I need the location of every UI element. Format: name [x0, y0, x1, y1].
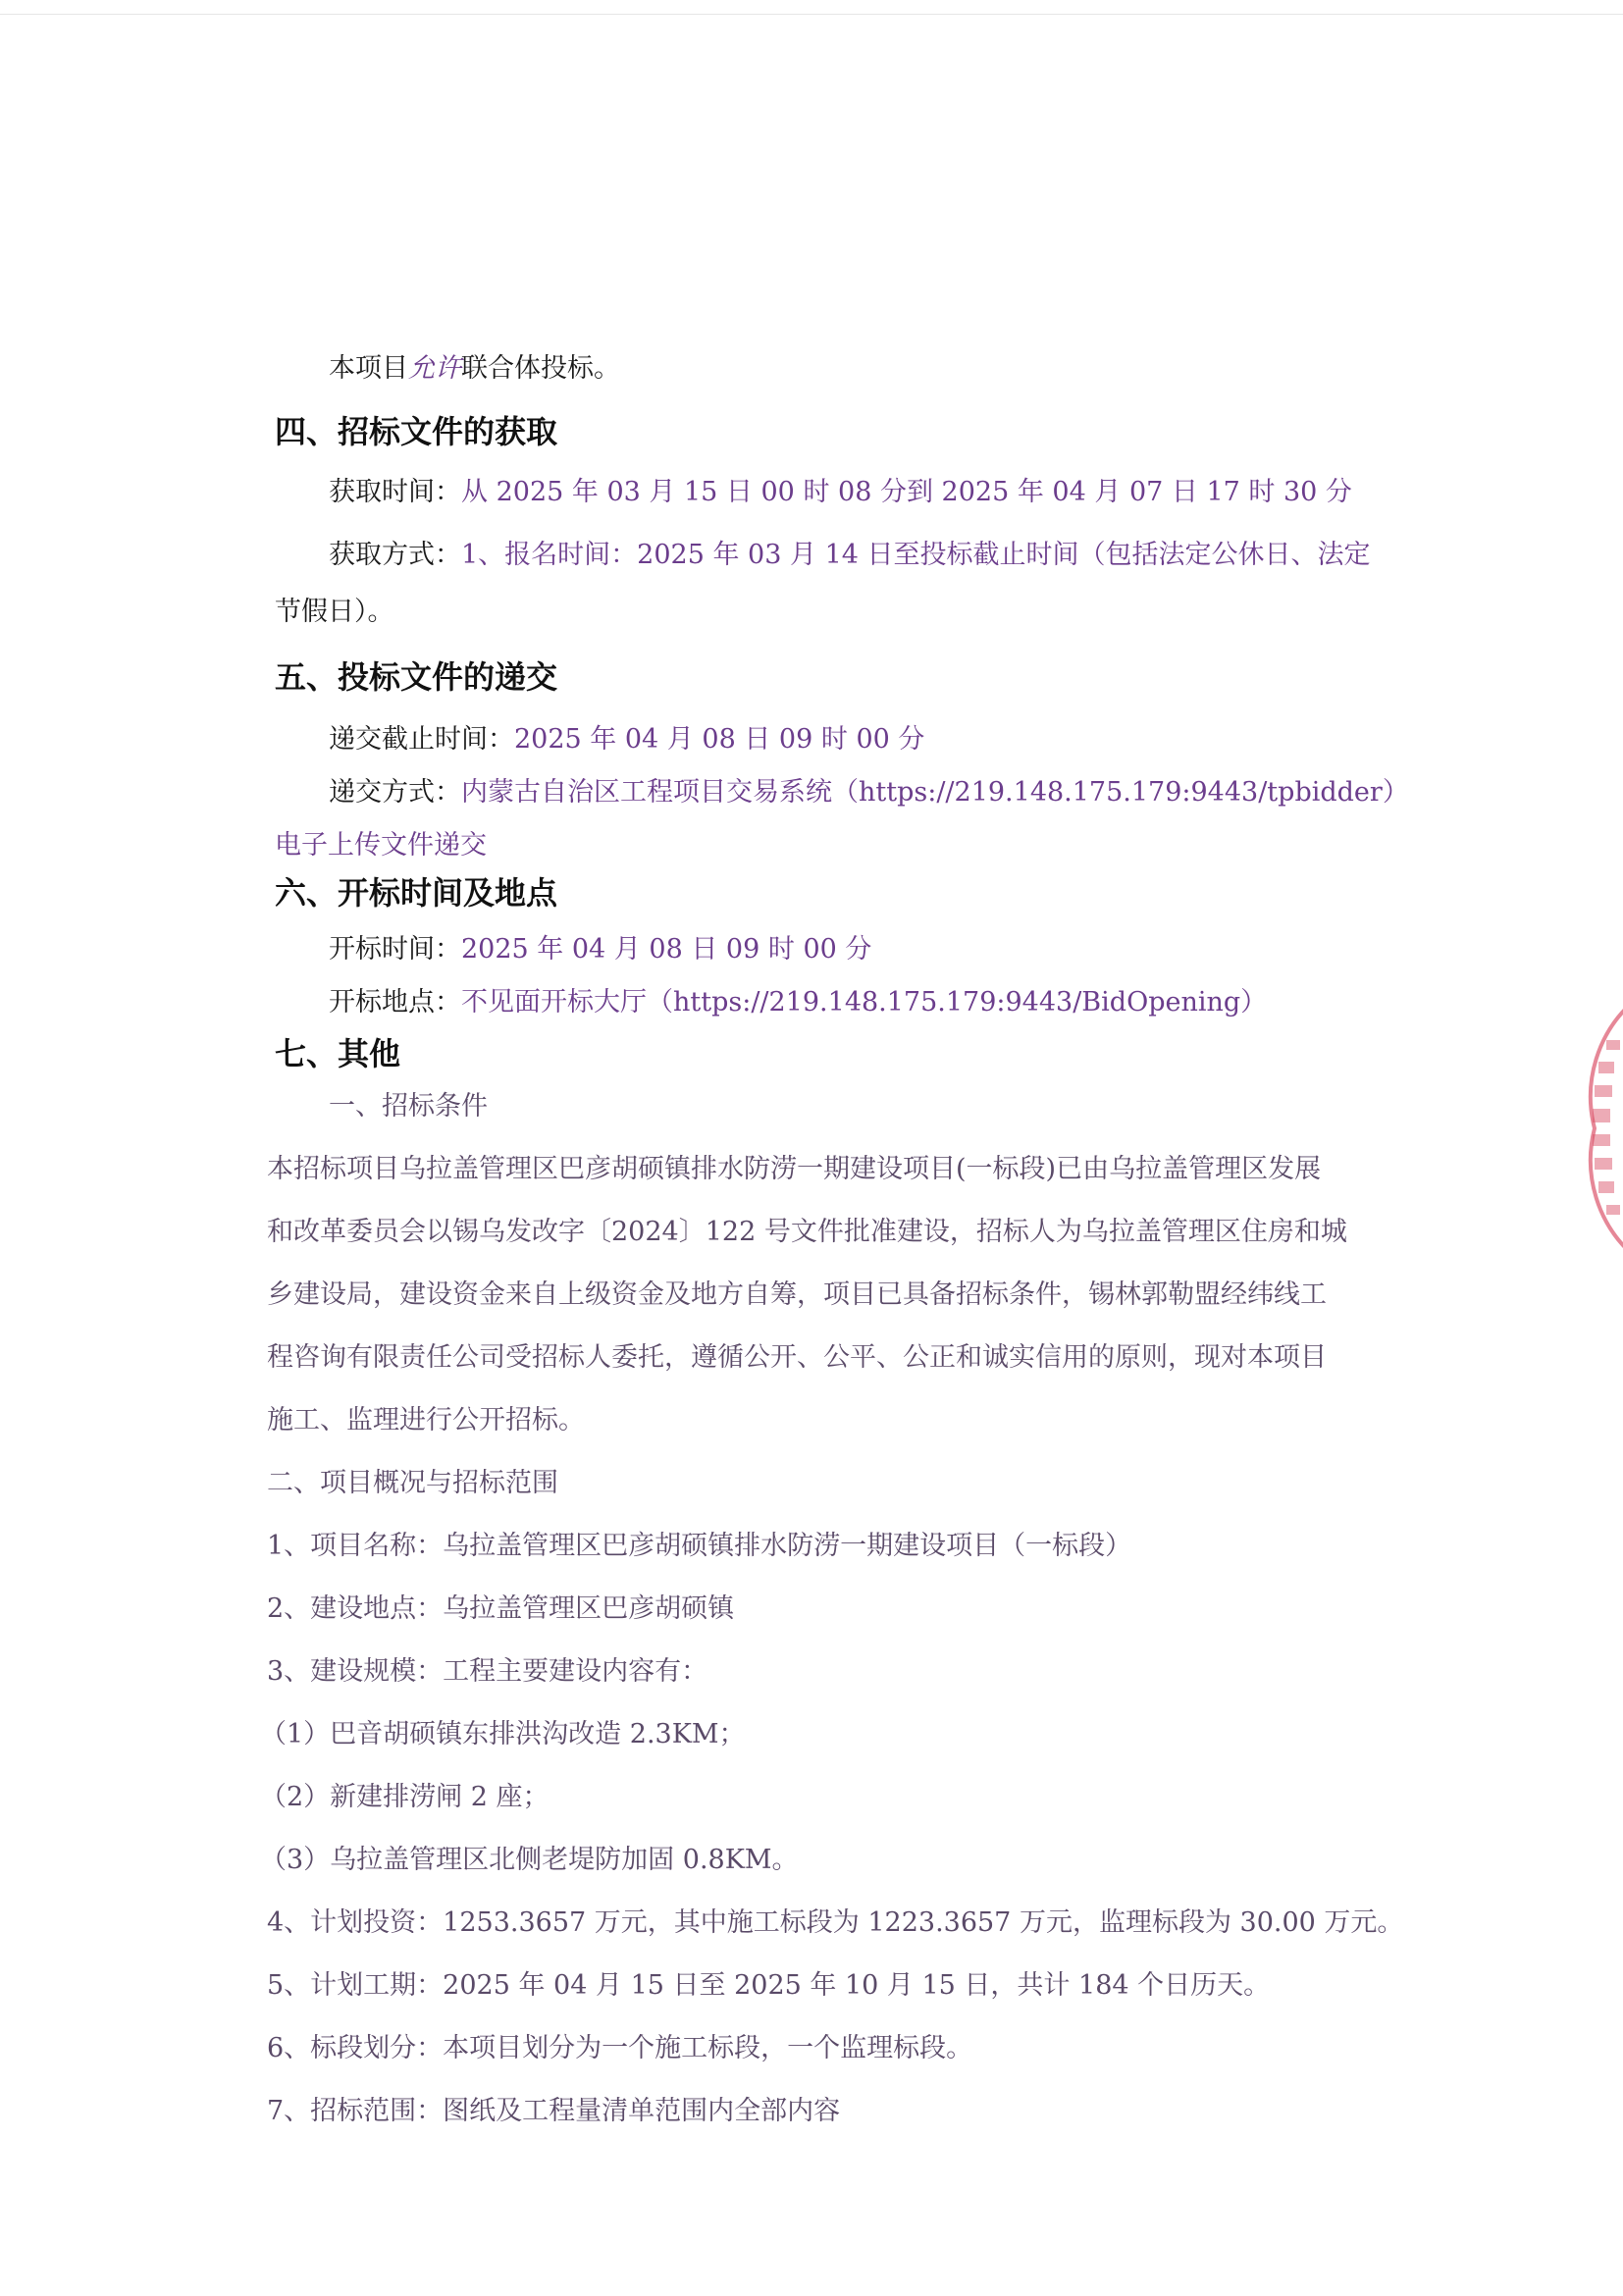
- s4-method-line: 获取方式：1、报名时间：2025 年 03 月 14 日至投标截止时间（包括法定公休日、法定: [329, 540, 1371, 570]
- s7-subheading-2: 二、项目概况与招标范围: [267, 1468, 558, 1498]
- s7-para-line: 本招标项目乌拉盖管理区巴彦胡硕镇排水防涝一期建设项目(一标段)已由乌拉盖管理区发展: [267, 1154, 1322, 1184]
- scan-top-edge: [0, 14, 1623, 15]
- s7-para-line: 和改革委员会以锡乌发改字〔2024〕122 号文件批准建设，招标人为乌拉盖管理区住房和城: [267, 1217, 1347, 1247]
- section-6-heading: 六、开标时间及地点: [275, 874, 558, 912]
- s5-method-line: 递交方式：内蒙古自治区工程项目交易系统（https://219.148.175.179:9443/tpbidder）: [329, 777, 1409, 808]
- s7-list-item: （2）新建排涝闸 2 座；: [260, 1782, 550, 1812]
- section-7-heading: 七、其他: [275, 1035, 401, 1072]
- section-5-heading: 五、投标文件的递交: [275, 658, 558, 696]
- section-4-heading: 四、招标文件的获取: [275, 413, 558, 450]
- s7-subheading-1: 一、招标条件: [329, 1091, 488, 1122]
- s7-para-line: 乡建设局，建设资金来自上级资金及地方自筹，项目已具备招标条件，锡林郭勒盟经纬线工: [267, 1279, 1327, 1310]
- s7-para-line: 施工、监理进行公开招标。: [267, 1405, 585, 1435]
- s7-list-item: 5、计划工期：2025 年 04 月 15 日至 2025 年 10 月 15 日，共计 184 个日历天。: [267, 1970, 1271, 2001]
- s7-para-line: 程咨询有限责任公司受招标人委托，遵循公开、公平、公正和诚实信用的原则，现对本项目: [267, 1342, 1327, 1373]
- s7-list-item: 3、建设规模：工程主要建设内容有：: [267, 1656, 708, 1687]
- s4-method-continuation: 节假日）。: [275, 597, 394, 627]
- s7-list-item: 2、建设地点：乌拉盖管理区巴彦胡硕镇: [267, 1593, 735, 1624]
- s7-list-item: 6、标段划分：本项目划分为一个施工标段，一个监理标段。: [267, 2033, 973, 2063]
- s5-deadline-line: 递交截止时间：2025 年 04 月 08 日 09 时 00 分: [329, 724, 925, 755]
- s6-place-line: 开标地点：不见面开标大厅（https://219.148.175.179:9443/BidOpening）: [329, 987, 1268, 1018]
- seal-stamp: [1555, 981, 1623, 1276]
- s6-time-line: 开标时间：2025 年 04 月 08 日 09 时 00 分: [329, 934, 872, 965]
- s5-method-continuation: 电子上传文件递交: [275, 830, 487, 861]
- intro-paragraph: 本项目允许联合体投标。: [329, 353, 620, 384]
- emphasis-text: 允许: [408, 353, 461, 384]
- s7-list-item: 7、招标范围：图纸及工程量清单范围内全部内容: [267, 2096, 841, 2126]
- s4-time-line: 获取时间：从 2025 年 03 月 15 日 00 时 08 分到 2025 年 04 月 07 日 17 时 30 分: [329, 477, 1352, 507]
- s7-list-item: （1）巴音胡硕镇东排洪沟改造 2.3KM；: [260, 1719, 746, 1749]
- s7-list-item: 1、项目名称：乌拉盖管理区巴彦胡硕镇排水防涝一期建设项目（一标段）: [267, 1531, 1132, 1561]
- s7-list-item: （3）乌拉盖管理区北侧老堤防加固 0.8KM。: [260, 1845, 799, 1875]
- s7-list-item: 4、计划投资：1253.3657 万元，其中施工标段为 1223.3657 万元，监理标段为 30.00 万元。: [267, 1907, 1404, 1938]
